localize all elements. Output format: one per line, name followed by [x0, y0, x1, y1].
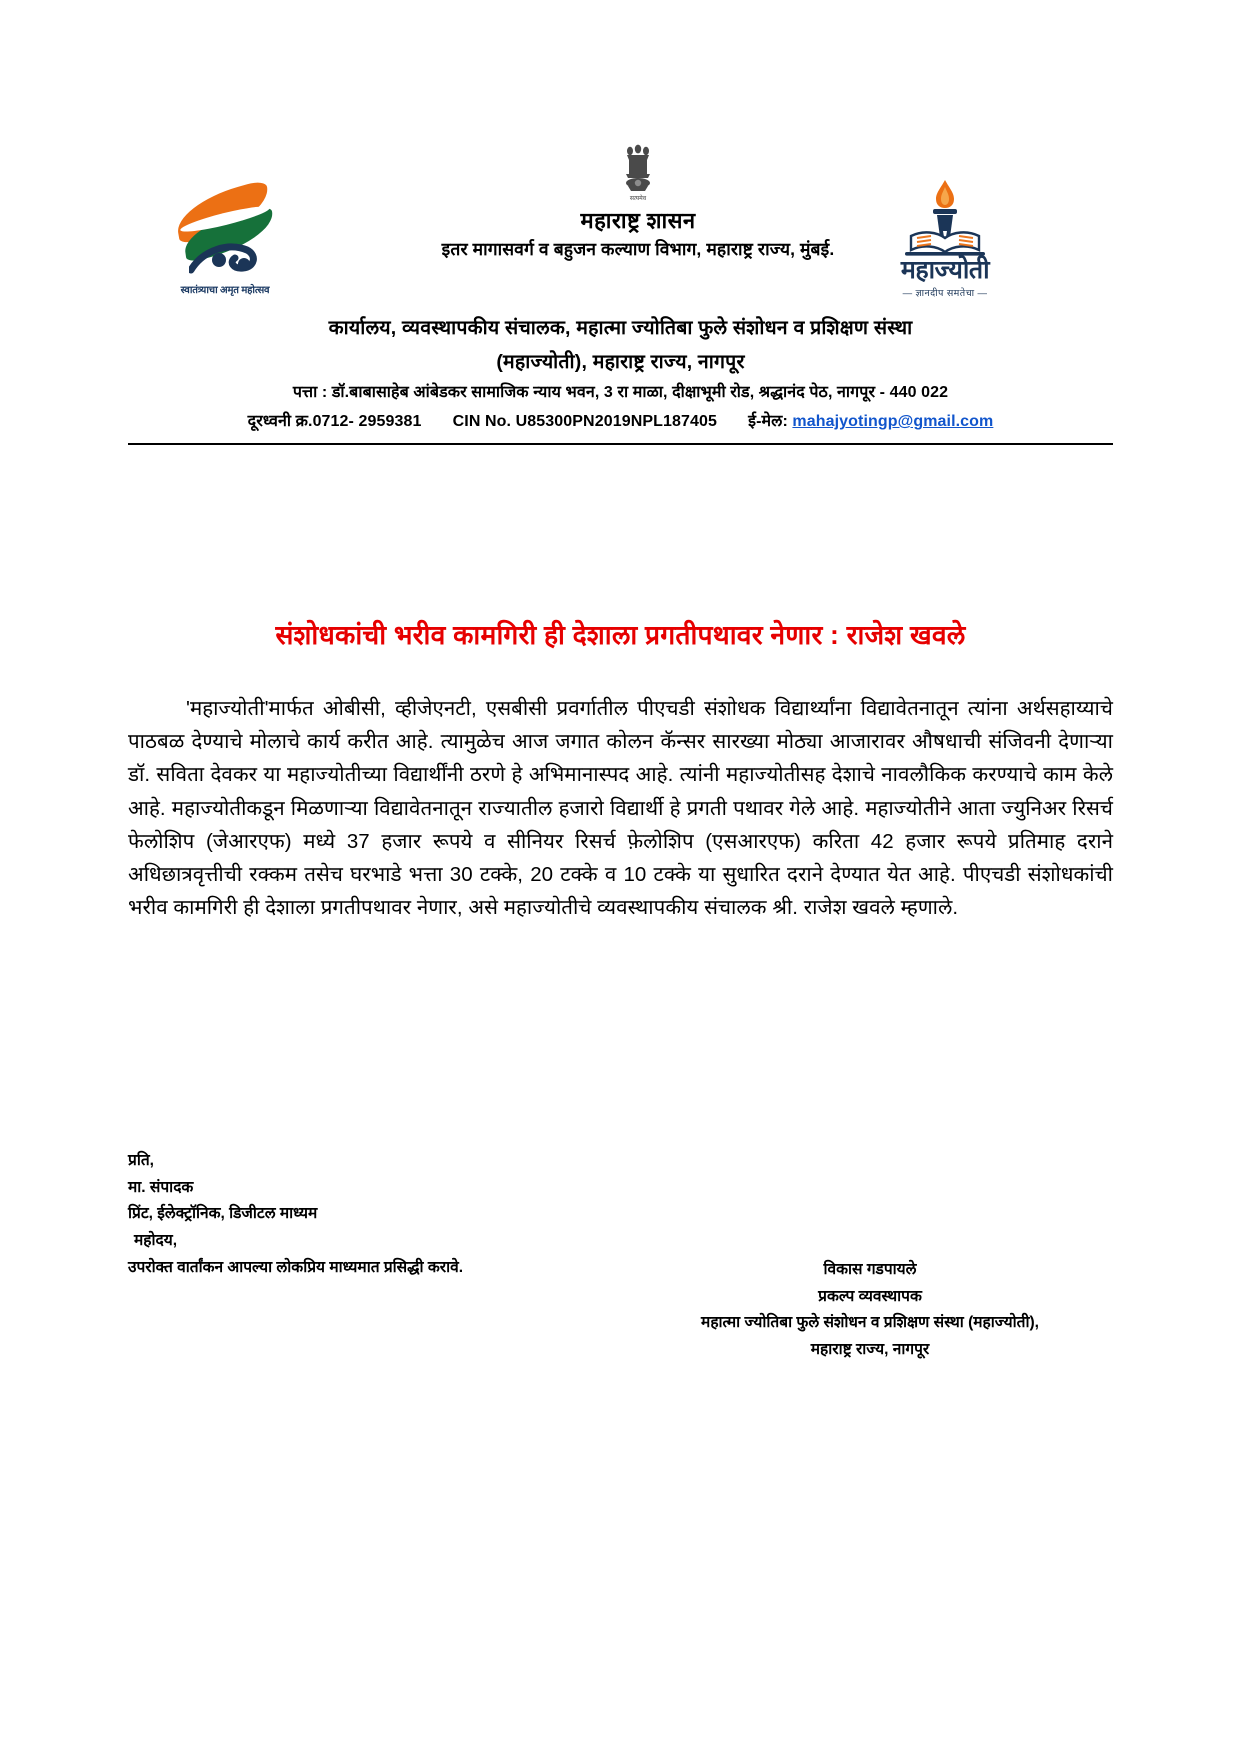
- svg-text:सत्यमेव: सत्यमेव: [629, 196, 647, 202]
- letterhead: [128, 140, 1113, 445]
- azadi-logo-caption: स्वातंत्र्याचा अमृत महोत्सव: [180, 285, 270, 296]
- office-line-2: (महाज्योती), महाराष्ट्र राज्य, नागपूर: [496, 351, 745, 374]
- azadi-ka-amrit-mahotsav-logo: [150, 188, 300, 306]
- department-title: इतर मागासवर्ग व बहुजन कल्याण विभाग, महाराष्ट्र राज्य, मुंबई.: [441, 238, 835, 259]
- editor-line: मा. संपादक: [128, 1178, 194, 1196]
- email-link[interactable]: mahajyotingp@gmail.com: [792, 413, 994, 431]
- letterhead-divider: [128, 443, 1113, 445]
- signatory-designation: प्रकल्प व्यवस्थापक: [818, 1287, 922, 1305]
- signatory-name: विकास गडपायले: [823, 1261, 917, 1278]
- mahajyoti-flame-pen-book-icon: [891, 178, 999, 262]
- mahajyoti-wordmark: महाज्योती: [900, 256, 990, 284]
- government-title: महाराष्ट्र शासन: [580, 208, 696, 233]
- office-line-1: कार्यालय, व्यवस्थापकीय संचालक, महात्मा ज्योतिबा फुले संशोधन व प्रशिक्षण संस्था: [328, 317, 913, 339]
- request-line: उपरोक्त वार्तांकन आपल्या लोकप्रिय माध्यमात प्रसिद्धी करावे.: [128, 1258, 464, 1276]
- salutation-line: महोदय,: [134, 1231, 178, 1249]
- phone-number: दूरध्वनी क्र.0712- 2959381: [247, 413, 422, 431]
- mahajyoti-logo: [850, 178, 1040, 299]
- navy-swirl-icon: [189, 234, 267, 276]
- body-paragraph: 'महाज्योती'मार्फत ओबीसी, व्हीजेएनटी, एसबीसी प्रवर्गातील पीएचडी संशोधक विद्यार्थ्यांना विद्यावेतनातून त्यांना अर्थसहाय्याचे पाठबळ देण्याचे मोलाचे कार्य करीत आहे. त्यामुळेच आज जगात कोलन कॅन्सर सारख्या मोठ्या आजारावर औषधाची संजिवनी देणाऱ्या डॉ. सविता देवकर या महाज्योतीच्या विद्यार्थींनी ठरणे हे अभिमानास्पद आहे. त्यांनी महाज्योतीसह देशाचे नावलौकिक करण्याचे काम केले आहे. महाज्योतीकडून मिळणाऱ्या विद्यावेतनातून राज्यातील हजारो विद्यार्थी हे प्रगती पथावर गेले आहे. महाज्योतीने आता ज्युनिअर रिसर्च फेलोशिप (जेआरएफ) मध्ये 37 हजार रूपये व सीनियर रिसर्च फ़ेलोशिप (एसआरएफ) करिता 42 हजार रूपये प्रतिमाह दराने अधिछात्रवृत्तीची रक्कम तसेच घरभाडे भत्ता 30 टक्के, 20 टक्के व 10 टक्के या सुधारित दराने देण्यात येत आहे. पीएचडी संशोधकांची भरीव कामगिरी ही देशाला प्रगतीपथावर नेणार, असे महाज्योतीचे व्यवस्थापकीय संचालक श्री. राजेश खवले म्हणाले.: [128, 697, 1113, 920]
- postal-address: पत्ता : डॉ.बाबासाहेब आंबेडकर सामाजिक न्याय भवन, 3 रा माळा, दीक्षाभूमी रोड, श्रद्धानंद पेठ, नागपूर - 440 022: [292, 384, 949, 402]
- to-line: प्रति,: [128, 1152, 154, 1169]
- press-release-headline: संशोधकांची भरीव कामगिरी ही देशाला प्रगतीपथावर नेणार : राजेश खवले: [275, 620, 966, 650]
- office-address-block: [128, 311, 1113, 445]
- addressee-block: [128, 1148, 688, 1281]
- media-line: प्रिंट, ईलेक्ट्रॉनिक, डिजीटल माध्यम: [128, 1205, 318, 1223]
- cin-number: CIN No. U85300PN2019NPL187405: [452, 413, 718, 431]
- tricolor-swirl-icon: [165, 188, 285, 280]
- signature-block: [620, 1257, 1120, 1364]
- government-header: [388, 140, 888, 262]
- signatory-organisation: महात्मा ज्योतिबा फुले संशोधन व प्रशिक्षण संस्था (महाज्योती),: [701, 1314, 1039, 1332]
- letterhead-logo-row: [128, 140, 1113, 305]
- india-state-emblem-icon: [615, 140, 661, 204]
- email-label: ई-मेल:: [748, 413, 788, 431]
- press-release-body: [128, 692, 1113, 924]
- contact-row: [128, 408, 1113, 437]
- mahajyoti-tagline: — ज्ञानदीप समतेचा —: [902, 288, 988, 299]
- signatory-location: महाराष्ट्र राज्य, नागपूर: [810, 1340, 930, 1358]
